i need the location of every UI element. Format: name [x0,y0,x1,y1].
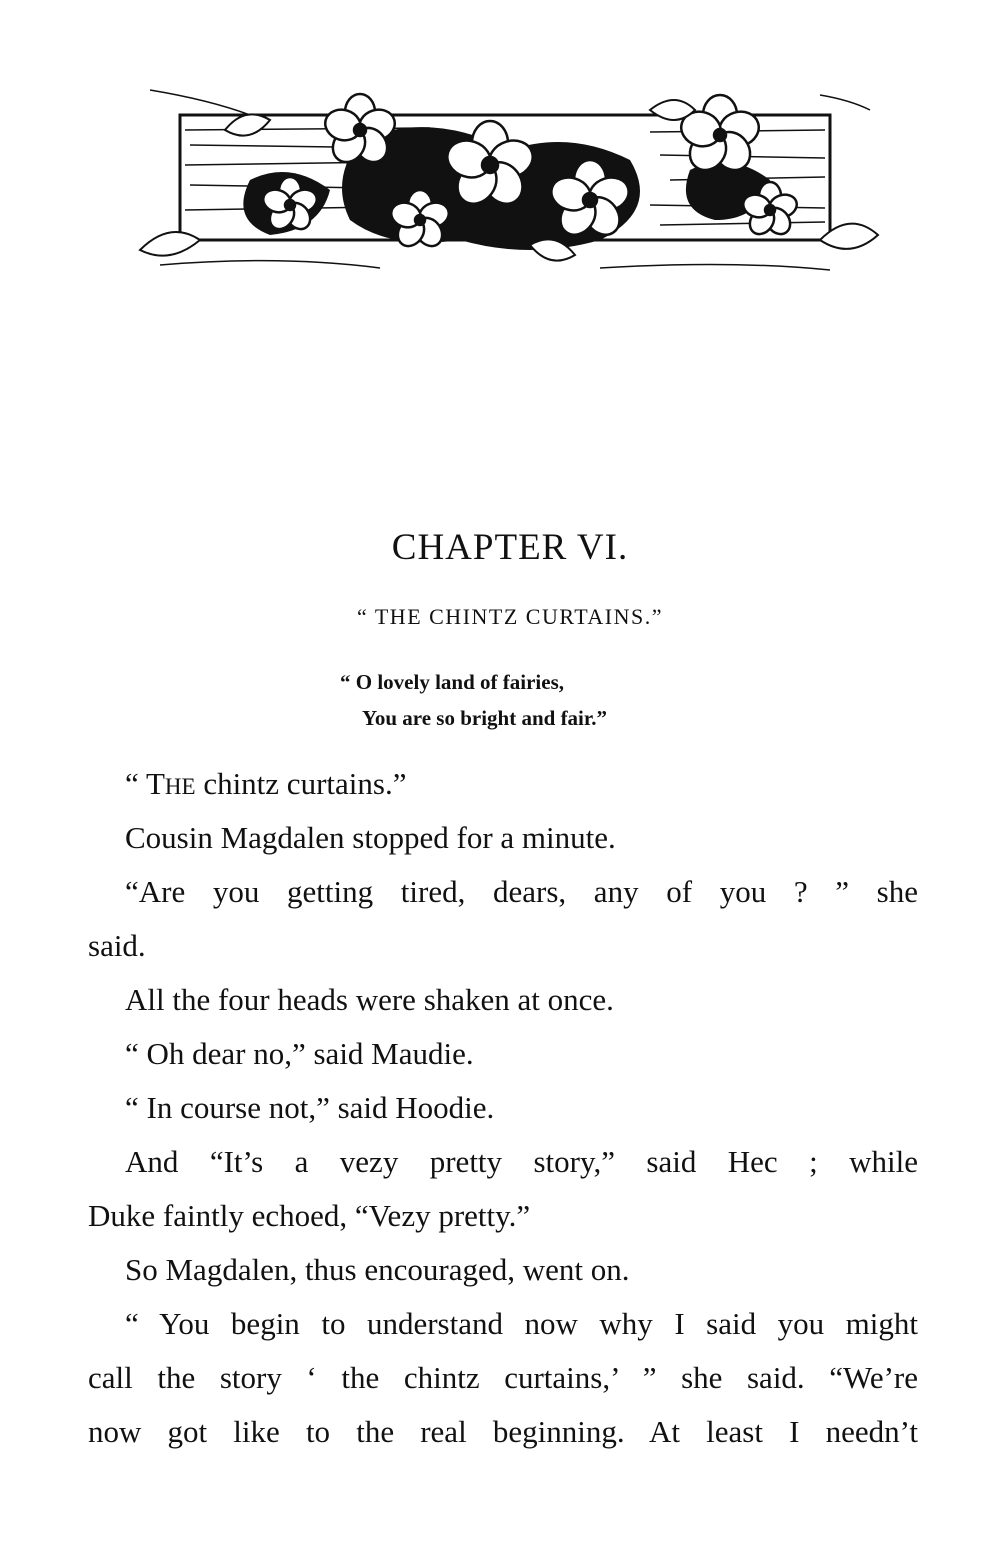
text-line: And “It’s a vezy pretty story,” said Hec ; while [125,1144,918,1179]
epigraph-line: You are so bright and fair.” [362,706,608,730]
text-line: “ You begin to understand now why I said you might [125,1306,918,1341]
text-line: call the story ‘ the chintz curtains,’ ” she said. “We’re [88,1360,918,1395]
text-line: “ Oh dear no,” said Maudie. [125,1036,474,1071]
text-line [88,757,918,811]
text-line: now got like to the real beginning. At least I needn’t [88,1414,918,1449]
epigraph [340,664,607,736]
text-fragment: chintz curtains.” [195,766,407,801]
text-line: said. [88,928,146,963]
text-line: So Magdalen, thus encouraged, went on. [125,1252,630,1287]
text-line: “Are you getting tired, dears, any of you ? ” she [125,874,918,909]
body-text [88,757,918,1459]
epigraph-line: “ O lovely land of fairies, [340,670,564,694]
text-line: All the four heads were shaken at once. [125,982,614,1017]
small-caps-fragment: HE [164,774,196,799]
chapter-title: CHAPTER VI. [391,527,629,568]
text-line: Cousin Magdalen stopped for a minute. [125,820,616,855]
chapter-subtitle: “ THE CHINTZ CURTAINS.” [357,604,663,629]
floral-headpiece-ornament [130,70,885,275]
text-fragment: “ T [125,766,165,801]
text-line: “ In course not,” said Hoodie. [125,1090,495,1125]
text-line: Duke faintly echoed, “Vezy pretty.” [88,1198,531,1233]
